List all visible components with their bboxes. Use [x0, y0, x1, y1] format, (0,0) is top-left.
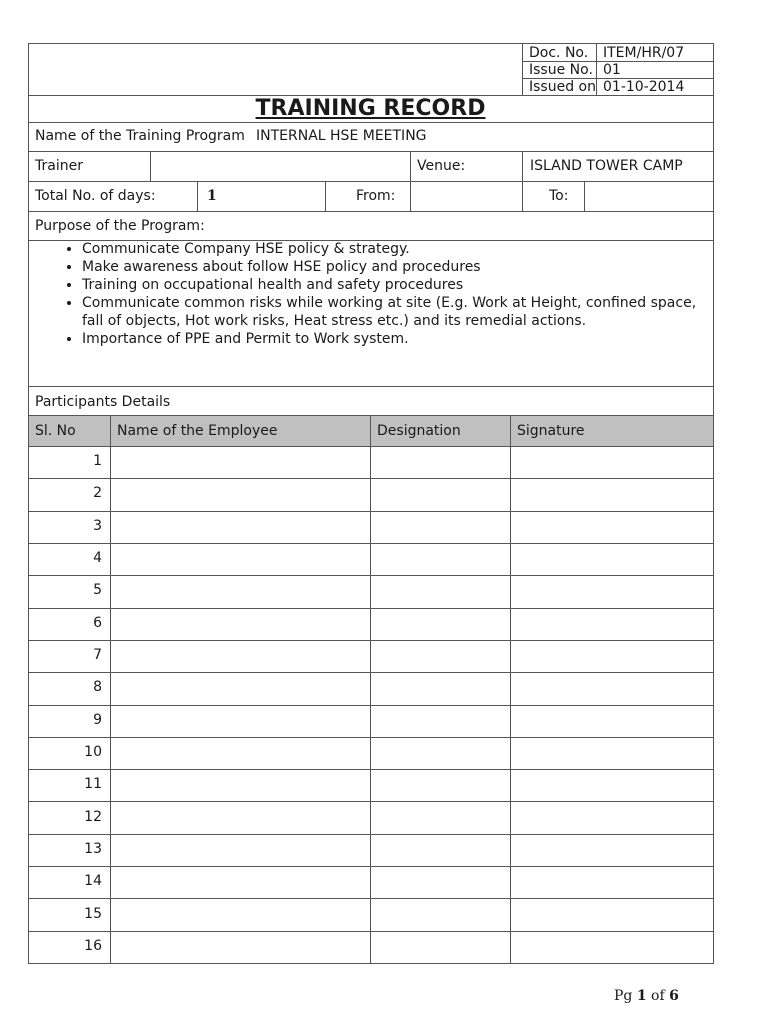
page-title-text: TRAINING RECORD	[255, 96, 486, 121]
row-employee-name-cell[interactable]	[111, 609, 370, 639]
issue-no-label: Issue No.	[529, 62, 593, 78]
row-sl-no: 15	[84, 905, 102, 922]
row-signature-cell[interactable]	[511, 802, 713, 832]
row-signature-cell[interactable]	[511, 609, 713, 639]
purpose-item: • Importance of PPE and Permit to Work system.	[82, 330, 702, 348]
table-row	[28, 769, 713, 801]
row-sl-no: 16	[84, 937, 102, 954]
venue-value: ISLAND TOWER CAMP	[530, 158, 683, 174]
row-employee-name-cell[interactable]	[111, 738, 370, 768]
program-name-value: INTERNAL HSE MEETING	[256, 128, 427, 144]
column-header-designation: Designation	[377, 423, 461, 439]
row-sl-no: 2	[93, 485, 102, 502]
row-signature-cell[interactable]	[511, 932, 713, 962]
row-signature-cell[interactable]	[511, 770, 713, 800]
issued-on-label: Issued on	[529, 79, 596, 95]
program-name-label: Name of the Training Program	[35, 128, 245, 144]
row-signature-cell[interactable]	[511, 447, 713, 477]
row-employee-name-cell[interactable]	[111, 899, 370, 929]
table-row	[28, 898, 713, 930]
table-row	[28, 446, 713, 478]
column-header-employee-name: Name of the Employee	[117, 423, 278, 439]
row-signature-cell[interactable]	[511, 706, 713, 736]
row-sl-no: 11	[84, 776, 102, 793]
page-of: of	[651, 988, 665, 1004]
row-employee-name-cell[interactable]	[111, 576, 370, 606]
row-signature-cell[interactable]	[511, 641, 713, 671]
table-row	[28, 866, 713, 898]
row-employee-name-cell[interactable]	[111, 447, 370, 477]
from-value[interactable]	[416, 187, 516, 205]
purpose-item: • Communicate common risks while working at site (E.g. Work at Height, confined space, fall of objects, Hot work risks, Heat stress etc.) and its remedial actions.	[82, 294, 702, 330]
row-designation-cell[interactable]	[371, 706, 510, 736]
row-designation-cell[interactable]	[371, 447, 510, 477]
row-sl-no: 8	[93, 679, 102, 696]
doc-no-label: Doc. No.	[529, 45, 589, 61]
row-signature-cell[interactable]	[511, 867, 713, 897]
row-sl-no: 10	[84, 743, 102, 760]
table-row	[28, 511, 713, 543]
table-row	[28, 478, 713, 510]
row-sl-no: 4	[93, 550, 102, 567]
row-employee-name-cell[interactable]	[111, 706, 370, 736]
column-header-signature: Signature	[517, 423, 585, 439]
table-row	[28, 575, 713, 607]
table-row	[28, 834, 713, 866]
row-designation-cell[interactable]	[371, 835, 510, 865]
row-employee-name-cell[interactable]	[111, 641, 370, 671]
page-prefix: Pg	[614, 988, 633, 1004]
row-sl-no: 3	[93, 517, 102, 534]
row-designation-cell[interactable]	[371, 512, 510, 542]
row-sl-no: 6	[93, 614, 102, 631]
row-employee-name-cell[interactable]	[111, 512, 370, 542]
row-signature-cell[interactable]	[511, 738, 713, 768]
page-number	[614, 988, 679, 1004]
row-signature-cell[interactable]	[511, 576, 713, 606]
purpose-label: Purpose of the Program:	[35, 218, 205, 234]
row-employee-name-cell[interactable]	[111, 867, 370, 897]
row-designation-cell[interactable]	[371, 609, 510, 639]
trainer-value[interactable]	[156, 157, 406, 175]
row-sl-no: 9	[93, 711, 102, 728]
row-signature-cell[interactable]	[511, 544, 713, 574]
row-sl-no: 7	[93, 647, 102, 664]
row-employee-name-cell[interactable]	[111, 932, 370, 962]
row-signature-cell[interactable]	[511, 899, 713, 929]
row-designation-cell[interactable]	[371, 641, 510, 671]
row-signature-cell[interactable]	[511, 512, 713, 542]
row-employee-name-cell[interactable]	[111, 544, 370, 574]
row-signature-cell[interactable]	[511, 479, 713, 509]
row-sl-no: 1	[93, 453, 102, 470]
purpose-item: • Training on occupational health and safety procedures	[82, 276, 702, 294]
table-row	[28, 640, 713, 672]
row-designation-cell[interactable]	[371, 479, 510, 509]
row-employee-name-cell[interactable]	[111, 770, 370, 800]
row-employee-name-cell[interactable]	[111, 479, 370, 509]
table-row	[28, 705, 713, 737]
row-designation-cell[interactable]	[371, 802, 510, 832]
row-sl-no: 14	[84, 873, 102, 890]
table-row	[28, 931, 713, 963]
days-label: Total No. of days:	[35, 188, 156, 204]
row-designation-cell[interactable]	[371, 544, 510, 574]
row-designation-cell[interactable]	[371, 576, 510, 606]
row-designation-cell[interactable]	[371, 770, 510, 800]
purpose-list	[58, 240, 702, 348]
trainer-label: Trainer	[35, 158, 83, 174]
table-row	[28, 672, 713, 704]
doc-no-value: ITEM/HR/07	[603, 45, 685, 61]
table-row	[28, 608, 713, 640]
total-pages: 6	[669, 988, 679, 1004]
row-designation-cell[interactable]	[371, 867, 510, 897]
row-employee-name-cell[interactable]	[111, 802, 370, 832]
issue-no-value: 01	[603, 62, 621, 78]
row-employee-name-cell[interactable]	[111, 835, 370, 865]
row-sl-no: 13	[84, 840, 102, 857]
from-label: From:	[356, 188, 396, 204]
purpose-item: • Make awareness about follow HSE policy and procedures	[82, 258, 702, 276]
row-signature-cell[interactable]	[511, 835, 713, 865]
to-value[interactable]	[590, 187, 708, 205]
row-sl-no: 12	[84, 808, 102, 825]
participants-label: Participants Details	[35, 394, 171, 410]
row-designation-cell[interactable]	[371, 738, 510, 768]
issued-on-value: 01-10-2014	[603, 79, 685, 95]
to-label: To:	[549, 188, 569, 204]
purpose-item: • Communicate Company HSE policy & strategy.	[82, 240, 702, 258]
days-value: 1	[207, 188, 217, 204]
row-employee-name-cell[interactable]	[111, 673, 370, 703]
table-row	[28, 543, 713, 575]
table-row	[28, 737, 713, 769]
row-designation-cell[interactable]	[371, 673, 510, 703]
row-sl-no: 5	[93, 582, 102, 599]
row-signature-cell[interactable]	[511, 673, 713, 703]
table-row	[28, 801, 713, 833]
row-designation-cell[interactable]	[371, 932, 510, 962]
venue-label: Venue:	[417, 158, 466, 174]
row-designation-cell[interactable]	[371, 899, 510, 929]
page-title	[28, 95, 713, 123]
column-header-sl-no: Sl. No	[35, 423, 76, 439]
current-page: 1	[636, 988, 647, 1004]
